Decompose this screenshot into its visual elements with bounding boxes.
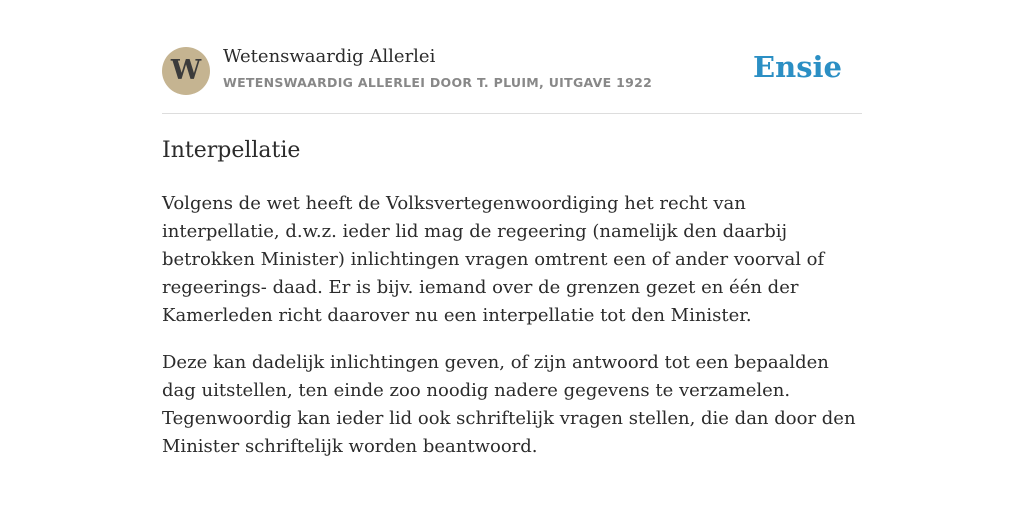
book-title[interactable]: Wetenswaardig Allerlei xyxy=(223,46,436,67)
header xyxy=(162,0,862,114)
entry-paragraph: Volgens de wet heeft de Volksvertegenwoordiging het recht van interpellatie, d.w.z. ieder lid mag de regeering (namelijk den daarbij betrokken Minister) inlichtingen vragen omtrent een of ander voorval of regeerings- daad. Er is bijv. iemand over de grenzen gezet en één der Kamerleden richt daarover nu een interpellatie tot den Minister. xyxy=(162,193,825,326)
book-subtitle: WETENSWAARDIG ALLERLEI DOOR T. PLUIM, UITGAVE 1922 xyxy=(223,75,653,90)
entry-body xyxy=(162,190,862,480)
entry-title: Interpellatie xyxy=(162,138,301,163)
ensie-logo[interactable]: Ensie xyxy=(753,50,842,84)
entry-paragraph: Deze kan dadelijk inlichtingen geven, of zijn antwoord tot een bepaalden dag uitstellen, ten einde zoo noodig nadere gegevens te verzamelen. Tegenwoordig kan ieder lid ook schriftelijk vragen stellen, die dan door den Minister schriftelijk worden beantwoord. xyxy=(162,352,856,457)
book-avatar[interactable]: W xyxy=(162,47,210,95)
page xyxy=(162,0,862,457)
